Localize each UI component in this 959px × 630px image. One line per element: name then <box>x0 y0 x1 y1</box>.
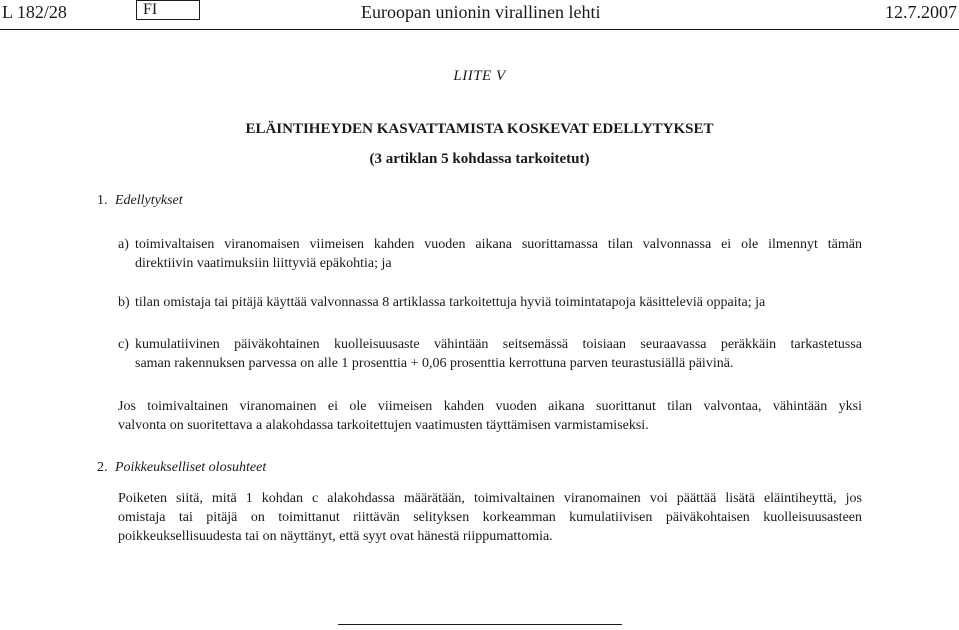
paragraph-line: omistaja tai pitäjä on toimittanut riittävän selityksen korkeamman kumulatiivisen päiväkohtaisen kuolleisuusasteen <box>118 510 862 525</box>
annex-label: LIITE V <box>453 68 506 84</box>
paragraph-line: valvonta on suoritettava a alakohdassa tarkoitettujen vaatimusten täyttämisen varmistamiseksi. <box>118 418 649 433</box>
page-number: L 182/28 <box>2 2 67 22</box>
list-item-label: b) <box>118 295 130 310</box>
section-2-number: 2. <box>97 460 108 475</box>
section-1-paragraph <box>118 397 862 435</box>
footer-rule <box>338 624 622 625</box>
list-item-label: c) <box>118 337 129 352</box>
list-item-text-line: toimivaltaisen viranomaisen viimeisen kahden vuoden aikana suorittamassa tilan valvonnassa ei ole ilmennyt tämän <box>135 237 862 252</box>
paragraph-line: Poiketen siitä, mitä 1 kohdan c alakohdassa määrätään, toimivaltainen viranomainen voi päättää lisätä eläintiheyttä, jos <box>118 491 862 506</box>
language-code: FI <box>136 0 200 20</box>
list-item-text-line: direktiivin vaatimuksiin liittyviä epäkohtia; ja <box>135 256 392 271</box>
paragraph-line: Jos toimivaltainen viranomainen ei ole viimeisen kahden vuoden aikana suorittanut tilan valvontaa, vähintään yksi <box>118 399 862 414</box>
journal-title: Euroopan unionin virallinen lehti <box>361 2 601 22</box>
section-2-heading <box>97 460 266 476</box>
section-1-number: 1. <box>97 193 108 208</box>
list-item-label: a) <box>118 237 129 252</box>
list-item-text-line: kumulatiivinen päiväkohtainen kuolleisuusaste vähintään seitsemässä toisiaan seuraavassa peräkkäin tarkastetussa <box>135 337 862 352</box>
section-2-paragraph <box>118 489 862 546</box>
header-rule <box>0 29 959 30</box>
list-item-text-line: saman rakennuksen parvessa on alle 1 prosenttia + 0,06 prosenttia kerrottuna parven teurastusiällä päivinä. <box>135 356 734 371</box>
publication-date: 12.7.2007 <box>885 2 957 22</box>
section-2-title: Poikkeukselliset olosuhteet <box>115 460 267 475</box>
paragraph-line: poikkeuksellisuudesta tai on näyttänyt, että syyt ovat hänestä riippumattomia. <box>118 529 553 544</box>
annex-subtitle: (3 artiklan 5 kohdassa tarkoitetut) <box>369 151 590 167</box>
list-item-text-line: tilan omistaja tai pitäjä käyttää valvonnassa 8 artiklassa tarkoitettuja hyviä toimintatapoja käsitteleviä oppaita; ja <box>135 295 766 310</box>
section-1-title: Edellytykset <box>115 193 183 208</box>
section-1-heading <box>97 193 183 209</box>
annex-title: ELÄINTIHEYDEN KASVATTAMISTA KOSKEVAT EDELLYTYKSET <box>245 121 714 137</box>
